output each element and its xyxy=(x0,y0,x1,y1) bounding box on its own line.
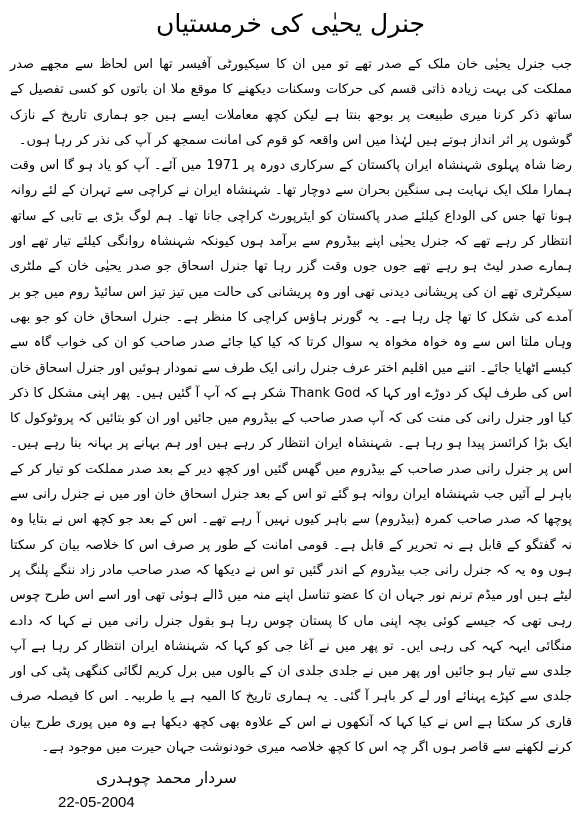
author-signature: سردار محمد چوہدری xyxy=(96,769,237,787)
document-body xyxy=(10,52,572,760)
paragraph-main: رضا شاہ پہلوی شہنشاہ ایران پاکستان کے سرکاری دورہ پر 1971 میں آئے۔ آپ کو یاد ہو گا اس وقت ہمارا ملک ایک نہایت ہی سنگین بحران سے دوچار تھا۔ شہنشاہ ایران نے کراچی سے تہران کے لئے روانہ ہونا تھا جس کی الوداع کیلئے صدر پاکستان کو ایئرپورٹ کراچی جانا تھا۔ ہم لوگ بڑی بے تابی کے ساتھ انتظار کر رہے تھے کہ جنرل یحیٰی اپنے بیڈروم سے برآمد ہوں کیونکہ شہنشاہ روانگی کیلئے تیار تھے اور ہمارے صدر لیٹ ہو رہے تھے جوں جوں وقت گزر رہا تھا جنرل اسحاق جو صدر یحیٰی خان کے ملٹری سیکرٹری تھے ان کی پریشانی دیدنی تھی اور وہ پریشانی کی حالت میں تیز تیز اس سائیڈ روم میں جو بر آمدے کی شکل کا تھا چل رہا ہے۔ یہ گورنر ہاؤس کراچی کا منظر ہے۔ جنرل اسحاق خان کو جو بھی وہاں ملتا اس سے وہ خواہ مخواہ یہ سوال کرتا کہ کیا کیا جائے صدر صاحب کو ان کی خواب گاہ سے کیسے اٹھایا جائے۔ اتنے میں اقلیم اختر عرف جنرل رانی ایک طرف سے نمودار ہوئیں اور جنرل اسحاق خان اس کی طرف لپک کر دوڑے اور کہا کہ Thank God شکر ہے کہ آپ آ گئیں ہیں۔ پھر اپنی مشکل کا ذکر کیا اور جنرل رانی کی منت کی کہ آپ صدر صاحب کے بیڈروم میں جائیں اور ان کو بتائیں کہ پروٹوکول کا ایک بڑا کرائسز پیدا ہو رہا ہے۔ شہنشاہ ایران انتظار کر رہے ہیں اور ہم بہانے پر بہانہ بنا رہے ہیں۔ اس پر جنرل رانی صدر صاحب کے بیڈروم میں گھس گئیں اور کچھ دیر کے بعد صدر مملکت کو تیار کر کے باہر لے آئیں جب شہنشاہ ایران روانہ ہو گئے تو اس کے بعد جنرل اسحاق خان اور میں نے جنرل رانی سے پوچھا کہ صدر صاحب کمرہ (بیڈروم) سے باہر کیوں نہیں آ رہے تھے۔ اس کے بعد جو کچھ اس نے بتایا وہ نہ گفتگو کے قابل ہے نہ تحریر کے قابل ہے۔ قومی امانت کے طور پر صرف اس کا خلاصہ بیان کر سکتا ہوں وہ یہ کہ جنرل رانی جب بیڈروم کے اندر گئیں تو اس نے دیکھا کہ صدر صاحب مادر زاد ننگے پلنگ پر لیٹے ہیں اور میڈم ترنم نور جہاں ان کا عضو تناسل اپنے منہ میں ڈالے ہوئی تھی اور اسے اس طرح چوس رہی تھی کہ جیسے کوئی بچہ اپنی ماں کا پستان چوس رہا ہو بقول جنرل رانی میں نے کہا کہ دادے منگائی ایہہ کہہ کی رہی ایں۔ تو پھر میں نے آغا جی کو کہا کہ شہنشاہ ایران انتظار کر رہا ہے آپ جلدی سے تیار ہو جائیں اور پھر میں نے جلدی جلدی ان کے بالوں میں برل کریم لگائی کنگھی پٹی کی اور جلدی سے کپڑے پہنائے اور لے کر باہر آ گئی۔ یہ ہماری تاریخ کا المیہ ہے یا طربیہ۔ اس کا فیصلہ صرف قاری کر سکتا ہے اس نے کیا کہا کہ آنکھوں نے اس کے علاوہ بھی کچھ دیکھا ہے وہ میں پوری طرح بیان کرنے لکھنے سے قاصر ہوں اگر چہ اس کا کچھ خلاصہ میری خودنوشت جہان حیرت میں موجود ہے۔ xyxy=(10,158,573,756)
paragraph-intro: جب جنرل یحیٰی خان ملک کے صدر تھے تو میں ان کا سیکیورٹی آفیسر تھا اس لحاظ سے مجھے صدر مملکت کی بہت زیادہ ذاتی قسم کی حرکات وسکنات دیکھنے کا موقع ملا ان باتوں کو کسی تفصیل کے ساتھ ذکر کرنا میری طبیعت پر بوجھ بنتا ہے لیکن کچھ معاملات ایسے ہیں جو ہماری تاریخ کے نازک گوشوں پر اثر انداز ہوتے ہیں لہٰذا میں اس واقعہ کو قوم کی امانت سمجھ کر آپ کی نذر کر رہا ہوں۔ xyxy=(10,57,572,148)
document-title: جنرل یحیٰی کی خرمستیاں xyxy=(155,9,426,38)
document-date: 22-05-2004 xyxy=(58,794,135,811)
